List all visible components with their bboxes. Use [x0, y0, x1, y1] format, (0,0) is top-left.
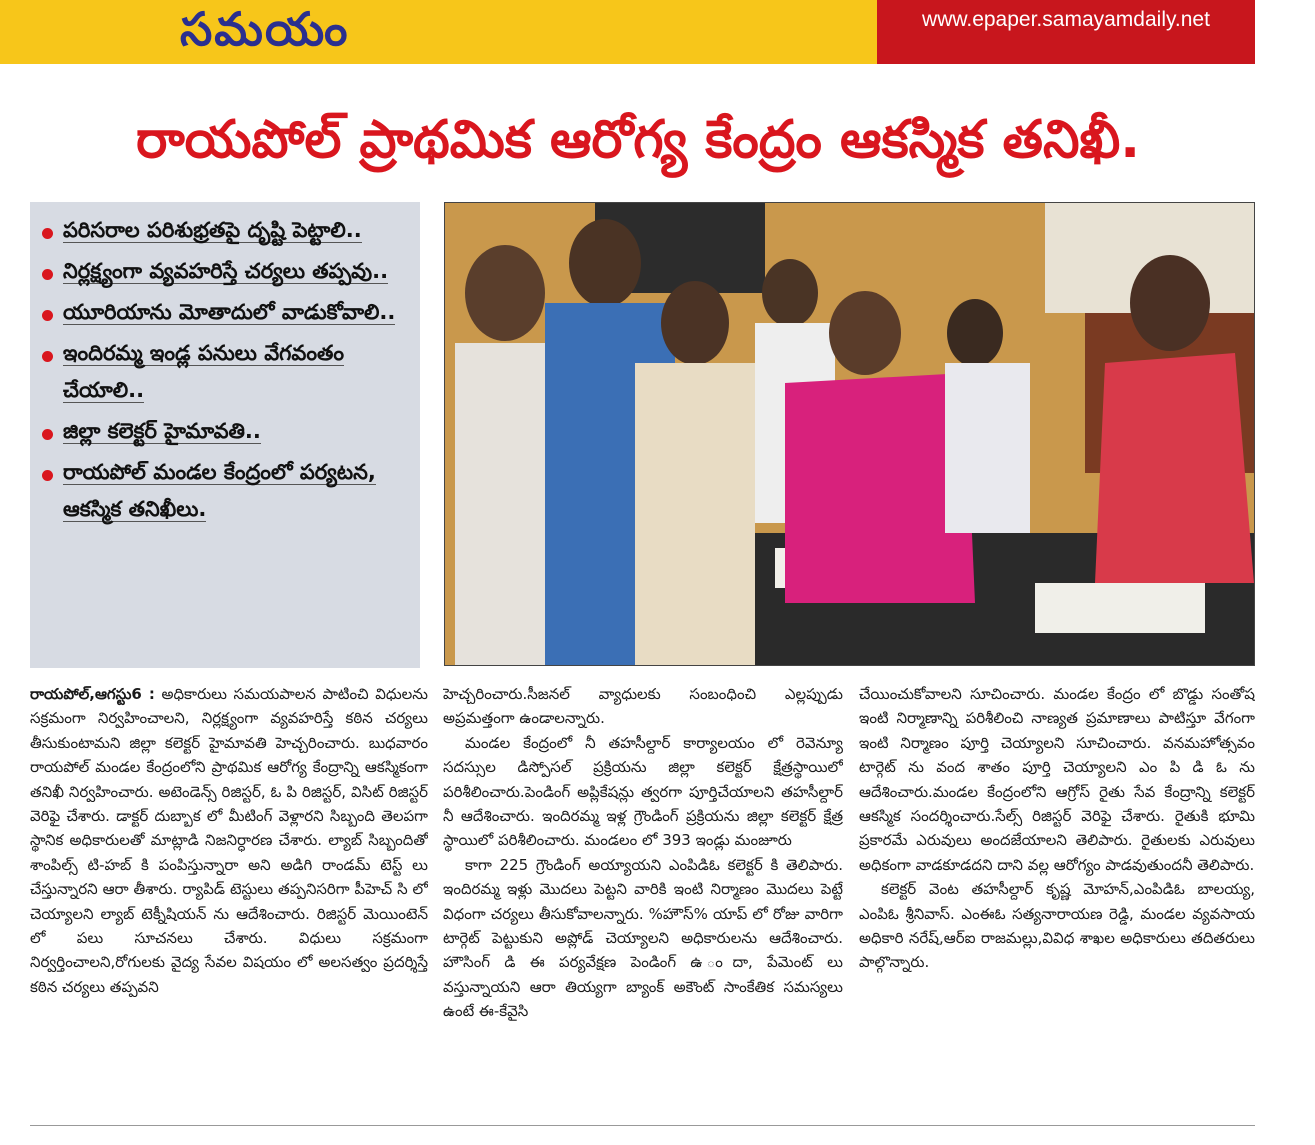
newspaper-logo: సమయం: [180, 2, 350, 56]
photo-person: [661, 281, 729, 365]
article-paragraph: కలెక్టర్ వెంట తహసీల్దార్ కృష్ణ మోహన్,ఎంపిడిఓ బాలయ్య, ఎంపిఓ శ్రీనివాస్. ఎంఈఓ సత్యనారాయణ రెడ్డి, మండల వ్యవసాయ అధికారి నరేష్,ఆర్ఐ రాజమల్లు,వివిధ శాఖల అధికారులు తదితరులు పాల్గొన్నారు.: [859, 880, 1255, 972]
photo-person: [829, 291, 901, 375]
article-paragraph: [30, 682, 428, 999]
highlight-text: జిల్లా కలెక్టర్ హైమావతి..: [63, 419, 261, 443]
photo-person: [1130, 255, 1210, 351]
article-column-3: [859, 682, 1255, 1112]
article-column-2: [443, 682, 843, 1112]
highlight-item: [42, 294, 412, 331]
news-photo: [444, 202, 1255, 666]
photo-person: [635, 363, 755, 665]
headline: రాయపోల్ ప్రాథమిక ఆరోగ్య కేంద్రం ఆకస్మిక తనిఖీ.: [135, 110, 1141, 170]
bottom-divider: [30, 1125, 1255, 1126]
epaper-url[interactable]: www.epaper.samayamdaily.net: [877, 0, 1255, 64]
photo-person: [947, 299, 1003, 367]
highlight-text: పరిసరాల పరిశుభ్రతపై దృష్టి పెట్టాలి..: [63, 218, 362, 242]
photo-person: [569, 219, 641, 307]
highlight-item: [42, 212, 412, 249]
masthead-band: [0, 0, 1255, 64]
bullet-icon: [42, 228, 53, 239]
photo-person: [465, 245, 545, 341]
article-paragraph: చేయించుకోవాలని సూచించారు. మండల కేంద్రం లో బొడ్డు సంతోష ఇంటి నిర్మాణాన్ని పరిశీలించి నాణ్యత ప్రమాణాలు పాటిస్తూ వేగంగా ఇంటి నిర్మాణం పూర్తి చెయ్యాలని సూచించారు. వనమహోత్సవం టార్గెట్ ను వంద శాతం పూర్తి చెయ్యాలని ఎం పి డి ఓ ను ఆదేశించారు.మండల కేంద్రంలోని ఆగ్రోస్ రైతు సేవ కేంద్రాన్ని కలెక్టర్ ఆకస్మిక సందర్శించారు.సేల్స్ రిజిస్టర్ వెరిఫై చేశారు. రైతుకి భూమి ప్రకారమే ఎరువులు అందజేయాలని తెలిపారు. రైతులకు ఎరువులు అధికంగా వాడకూడదని దాని వల్ల ఆరోగ్యం పాడవుతుందనీ తెలిపారు.: [859, 685, 1255, 874]
photo-person: [762, 259, 818, 327]
highlight-text: నిర్లక్ష్యంగా వ్యవహరిస్తే చర్యలు తప్పవు..: [63, 259, 389, 283]
article-column-1: [30, 682, 428, 1112]
bullet-icon: [42, 470, 53, 481]
bullet-icon: [42, 310, 53, 321]
dateline: రాయపోల్,ఆగస్టు6 :: [30, 685, 155, 703]
bullet-icon: [42, 351, 53, 362]
article-paragraph: హెచ్చరించారు.సీజనల్ వ్యాధులకు సంబంధించి ఎల్లప్పుడు అప్రమత్తంగా ఉండాలన్నారు.: [443, 685, 843, 728]
highlight-text: ఇందిరమ్మ ఇండ్ల పనులు వేగవంతం చేయాలి..: [63, 341, 344, 402]
highlight-item: [42, 253, 412, 290]
bullet-icon: [42, 429, 53, 440]
photo-papers: [1035, 583, 1205, 633]
photo-person: [945, 363, 1030, 533]
photo-illustration: [445, 203, 1254, 665]
highlight-text: యూరియాను మోతాదులో వాడుకోవాలి..: [63, 300, 396, 324]
highlight-text: రాయపోల్ మండల కేంద్రంలో పర్యటన, ఆకస్మిక తనిఖీలు.: [63, 460, 376, 521]
article-paragraph: కాగా 225 గ్రౌండింగ్ అయ్యాయని ఎంపిడిఓ కలెక్టర్ కి తెలిపారు. ఇందిరమ్మ ఇళ్లు మొదలు పెట్టని వారికి ఇంటి నిర్మాణం మొదలు పెట్టే విధంగా చర్యలు తీసుకోవాలన్నారు. %హౌస్% యాప్ లో రోజు వారిగా టార్గెట్ పెట్టుకుని అప్లోడ్ చెయ్యాలని అధికారులను ఆదేశించారు. హౌసింగ్ డి ఈ పర్యవేక్షణ పెండింగ్ ఉ ందా, పేమెంట్ లు వస్తున్నాయని ఆరా తియ్యగా బ్యాంక్ అకౌంట్ సాంకేతిక సమస్యలు ఉంటే ఈ-కేవైసి: [443, 855, 843, 1021]
bullet-icon: [42, 269, 53, 280]
highlights-box: [30, 202, 420, 668]
photo-saree: [1095, 353, 1254, 583]
highlight-item: [42, 454, 412, 528]
highlight-item: [42, 335, 412, 409]
article-text: అధికారులు సమయపాలన పాటించి విధులను సక్రమంగా నిర్వహించాలని, నిర్లక్ష్యంగా వ్యవహరిస్తే కఠిన చర్యలు తీసుకుంటామని జిల్లా కలెక్టర్ హైమావతి హెచ్చరించారు. బుధవారం రాయపోల్ మండల కేంద్రంలోని ప్రాథమిక ఆరోగ్య కేంద్రాన్ని ఆకస్మికంగా తనిఖీ నిర్వహించారు. అటెండెన్స్ రిజిస్టర్, ఓ పి రిజిస్టర్, విసిట్ రిజిస్టర్ వెరిఫై చేశారు. డాక్టర్ దుబ్బాక లో మీటింగ్ వెళ్లారని సిబ్బంది తెలపగా స్థానిక అధికారులతో మాట్లాడి నిజనిర్ధారణ చేశారు. ల్యాబ్ సిబ్బందితో శాంపిల్స్ టి-హబ్ కి పంపిస్తున్నారా అని అడిగి రాండమ్ టెస్ట్ లు చేస్తున్నారని ఆరా తీశారు. ర్యాపిడ్ టెస్టులు తప్పనిసరిగా పీహెచ్ సి లో చెయ్యాలని ల్యాబ్ టెక్నీషియన్ ను ఆదేశించారు. రిజిస్టర్ మెయింటెన్ లో పలు సూచనలు చేశారు. విధులు సక్రమంగా నిర్వర్తించాలని,రోగులకు వైద్య సేవల విషయం లో అలసత్వం ప్రదర్శిస్తే కఠిన చర్యలు తప్పవని: [30, 685, 428, 996]
article-paragraph: మండల కేంద్రంలో నీ తహసీల్దార్ కార్యాలయం లో రెవెన్యూ సదస్సుల డిస్పోసల్ ప్రక్రియను జిల్లా కలెక్టర్ క్షేత్రస్థాయిలో పరిశీలించారు.పెండింగ్ అప్లికేషన్లు త్వరగా పూర్తిచేయాలని తహసీల్దార్ నీ ఆదేశించారు. ఇందిరమ్మ ఇళ్ల గ్రౌండింగ్ ప్రక్రియను జిల్లా కలెక్టర్ క్షేత్ర స్థాయిలో పరిశీలించారు. మండలం లో 393 ఇండ్లు మంజూరు: [443, 733, 843, 850]
highlight-item: [42, 413, 412, 450]
